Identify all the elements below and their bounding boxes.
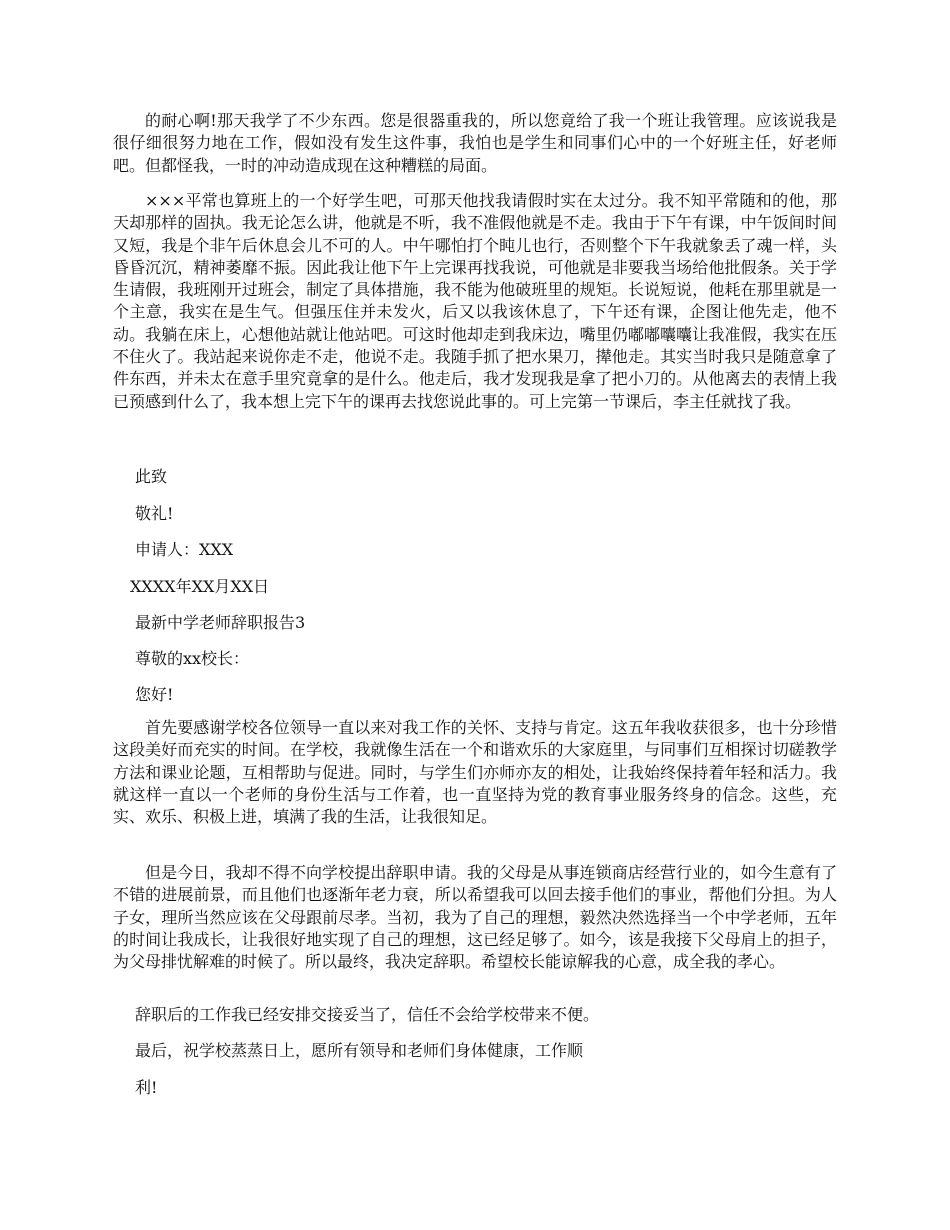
wishes-line: 最后，祝学校蒸蒸日上，愿所有领导和老师们身体健康，工作顺 <box>135 1041 584 1060</box>
report-heading: 最新中学老师辞职报告3 <box>135 613 306 632</box>
closing-line: 此致 <box>135 467 168 486</box>
paragraph-gratitude: 首先要感谢学校各位领导一直以来对我工作的关怀、支持与肯定。这五年我收获很多，也十分珍惜这段美好而充实的时间。在学校，我就像生活在一个和谐欢乐的大家庭里，与同事们互相探讨切磋教学方法和课业论题，互相帮助与促进。同时，与学生们亦师亦友的相处，让我始终保持着年轻和活力。我就这样一直以一个老师的身份生活与工作着，也一直坚持为党的教育事业服务终身的信念。这些，充实、欢乐、积极上进，填满了我的生活，让我很知足。 <box>113 718 837 827</box>
applicant-line: 申请人：XXX <box>135 540 234 559</box>
paragraph-intro-apology: 的耐心啊!那天我学了不少东西。您是很器重我的，所以您竟给了我一个班让我管理。应该说我是很仔细很努力地在工作，假如没有发生这件事，我怕也是学生和同事们心中的一个好班主任，好老师吧。但都怪我，一时的冲动造成现在这种糟糕的局面。 <box>113 111 837 175</box>
handover-line: 辞职后的工作我已经安排交接妥当了，信任不会给学校带来不便。 <box>135 1005 600 1024</box>
paragraph-resignation-reason: 但是今日，我却不得不向学校提出辞职申请。我的父母是从事连锁商店经营行业的，如今生意有了不错的进展前景，而且他们也逐渐年老力衰，所以希望我可以回去接手他们的事业，帮他们分担。为人子女，理所当然应该在父母跟前尽孝。当初，我为了自己的理想，毅然决然选择当一个中学老师，五年的时间让我成长，让我很好地实现了自己的理想，这已经足够了。如今，该是我接下父母肩上的担子，为父母排忧解难的时候了。所以最终，我决定辞职。希望校长能谅解我的心意，成全我的孝心。 <box>113 863 837 972</box>
date-line: XXXX年XX月XX日 <box>130 577 270 596</box>
wishes-end-line: 利! <box>135 1078 158 1097</box>
salute-line: 敬礼! <box>135 504 174 523</box>
paragraph-incident: ×××平常也算班上的一个好学生吧，可那天他找我请假时实在太过分。我不知平常随和的他，那天却那样的固执。我无论怎么讲，他就是不听，我不准假他就是不走。我由于下午有课，中午饭间时间又短，我是个非午后休息会儿不可的人。中午哪怕打个盹儿也行，否则整个下午我就象丢了魂一样，头昏昏沉沉，精神萎靡不振。因此我让他下午上完课再找我说，可他就是非要我当场给他批假条。关于学生请假，我班刚开过班会，制定了具体措施，我不能为他破班里的规矩。长说短说，他耗在那里就是一个主意，我实在是生气。但强压住并未发火，后又以我该休息了，下午还有课，企图让他先走，他不动。我躺在床上，心想他站就让他站吧。可这时他却走到我床边，嘴里仍嘟嘟囔囔让我准假，我实在压不住火了。我站起来说你走不走，他说不走。我随手抓了把水果刀，撵他走。其实当时我只是随意拿了件东西，并未太在意手里究竟拿的是什么。他走后，我才发现我是拿了把小刀的。从他离去的表情上我已预感到什么了，我本想上完下午的课再去找您说此事的。可上完第一节课后，李主任就找了我。 <box>113 191 837 411</box>
greeting-line: 尊敬的xx校长： <box>135 649 250 668</box>
hello-line: 您好! <box>135 685 174 704</box>
